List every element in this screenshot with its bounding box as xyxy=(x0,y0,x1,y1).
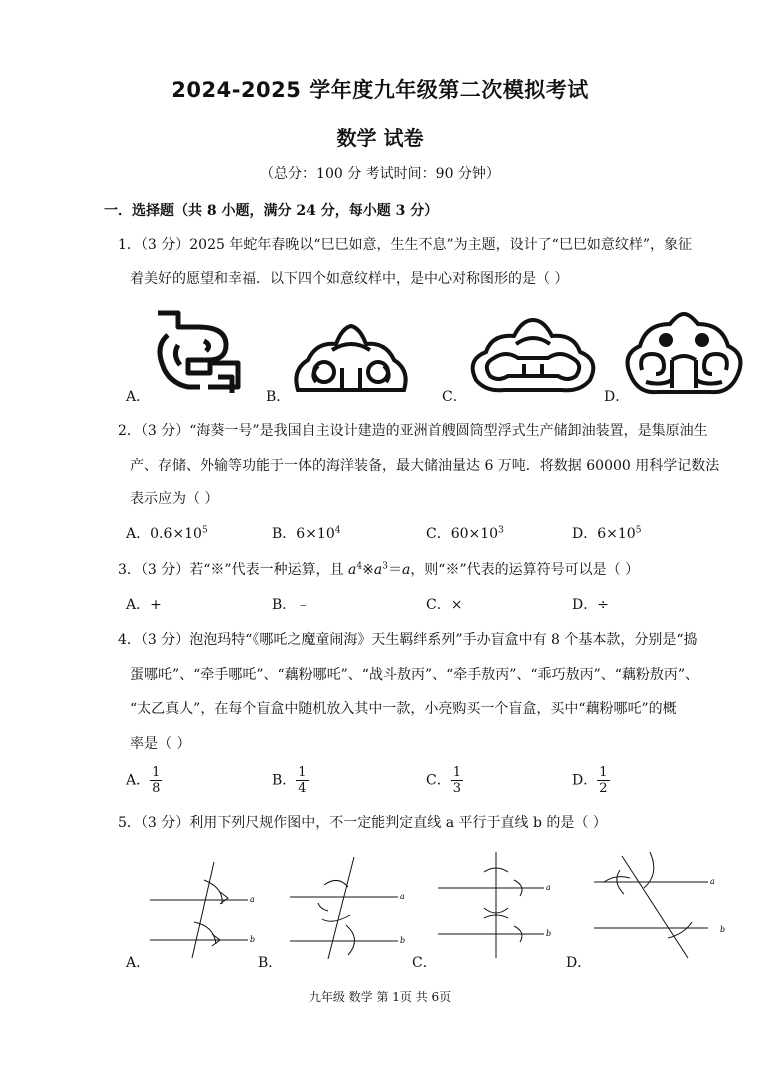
q3-line xyxy=(118,559,639,579)
option-label: B． xyxy=(272,597,297,613)
option-exponent: 4 xyxy=(334,525,341,536)
option-label: C． xyxy=(426,597,451,613)
line-b-label: b xyxy=(720,925,726,934)
q2-line2: 产、存储、外输等功能于一体的海洋装备，最大储油量达 6 万吨．将数据 60000 用科学记数法 xyxy=(130,458,720,474)
q1-label-d: D． xyxy=(604,389,630,405)
denominator: 4 xyxy=(298,781,307,796)
q4-option-d[interactable] xyxy=(572,765,610,796)
q2-option-c[interactable] xyxy=(426,523,504,543)
option-label: D． xyxy=(572,597,598,613)
line-a-label: a xyxy=(250,895,255,904)
q1-label-a: A． xyxy=(126,389,151,405)
q3-var: a xyxy=(401,562,411,578)
numerator: 1 xyxy=(152,765,161,780)
q1-line1: 1．（3 分）2025 年蛇年春晚以“巳巳如意，生生不息”为主题，设计了“巳巳如意纹样”，象征 xyxy=(118,237,692,253)
line-a-label: a xyxy=(546,883,551,892)
option-label: C． xyxy=(426,772,451,789)
construction-diagram-a xyxy=(148,852,260,958)
q5-label-d: D． xyxy=(566,955,592,971)
option-value: 0.6×10 xyxy=(150,526,202,542)
option-label: B． xyxy=(272,526,297,542)
line-b-label: b xyxy=(250,935,256,944)
numerator: 1 xyxy=(298,765,307,780)
ruyi-pattern-d-image xyxy=(622,310,746,402)
q3-option-b[interactable] xyxy=(272,594,310,614)
q3-option-c[interactable] xyxy=(426,594,462,614)
option-value: 6×10 xyxy=(597,526,636,542)
denominator: 2 xyxy=(599,781,608,796)
q2-line1: 2．（3 分）“海葵一号”是我国自主设计建造的亚洲首艘圆筒型浮式生产储卸油装置，是集原油生 xyxy=(118,423,708,439)
q2-line3: 表示应为（ ） xyxy=(130,491,219,507)
option-exponent: 3 xyxy=(498,525,504,536)
exam-info: （总分：100 分 考试时间：90 分钟） xyxy=(260,166,500,182)
q3-text-post: ，则“※”代表的运算符号可以是（ ） xyxy=(410,562,640,578)
page-footer: 九年级 数学 第 1页 共 6页 xyxy=(308,990,452,1004)
q4-line1: 4．（3 分）泡泡玛特“《哪吒之魔童闹海》天生羁绊系列”手办盲盒中有 8 个基本款，分别是“捣 xyxy=(118,632,698,648)
ruyi-pattern-b-image xyxy=(290,320,412,398)
q5-label-a: A． xyxy=(126,955,151,971)
q3-exp: 4 xyxy=(356,561,363,572)
q5-label-b: B． xyxy=(258,955,283,971)
option-value: + xyxy=(150,597,162,613)
option-label: D． xyxy=(572,526,598,542)
q2-option-d[interactable] xyxy=(572,523,641,543)
q3-equals: ＝ xyxy=(387,562,402,578)
q4-option-c[interactable] xyxy=(426,765,463,796)
q4-option-a[interactable] xyxy=(126,765,162,796)
q4-line2: 蛋哪吒”、“牵手哪吒”、“藕粉哪吒”、“战斗敖丙”、“牵手敖丙”、“乖巧敖丙”、“藕粉敖丙”、 xyxy=(130,667,700,683)
q2-option-b[interactable] xyxy=(272,523,340,543)
q3-var: a xyxy=(373,562,383,578)
q4-line3: “太乙真人”，在每个盲盒中随机放入其中一款，小亮购买一个盲盒，买中“藕粉哪吒”的概 xyxy=(130,701,677,717)
option-label: A． xyxy=(126,597,151,613)
q2-option-a[interactable] xyxy=(126,523,208,543)
option-label: C． xyxy=(426,526,451,542)
option-label: A． xyxy=(126,526,151,542)
denominator: 8 xyxy=(152,781,161,796)
option-exponent: 5 xyxy=(201,525,208,536)
line-b-label: b xyxy=(546,929,552,938)
numerator: 1 xyxy=(452,765,461,780)
q3-symbol: ※ xyxy=(362,562,374,578)
option-label: D． xyxy=(572,772,598,789)
numerator: 1 xyxy=(599,765,608,780)
q1-line2: 着美好的愿望和幸福．以下四个如意纹样中，是中心对称图形的是（ ） xyxy=(130,271,569,287)
fraction xyxy=(451,765,463,796)
q3-exp: 3 xyxy=(382,561,388,572)
q5-line: 5．（3 分）利用下列尺规作图中，不一定能判定直线 a 平行于直线 b 的是（ ） xyxy=(118,815,607,831)
construction-diagram-c xyxy=(436,850,560,958)
q3-var: a xyxy=(348,562,357,578)
q3-option-a[interactable] xyxy=(126,594,162,614)
option-label: A． xyxy=(126,772,151,789)
line-a-label: a xyxy=(400,892,405,901)
q4-line4: 率是（ ） xyxy=(130,736,191,752)
section-heading: 一．选择题（共 8 小题，满分 24 分，每小题 3 分） xyxy=(104,203,439,219)
option-value: × xyxy=(450,597,463,613)
construction-diagram-d xyxy=(592,848,732,960)
option-value: ÷ xyxy=(597,597,609,613)
denominator: 3 xyxy=(452,781,461,796)
fraction xyxy=(597,765,609,796)
q3-text-pre: 3．（3 分）若“※”代表一种运算，且 xyxy=(118,562,349,578)
fraction xyxy=(150,765,162,796)
q4-option-b[interactable] xyxy=(272,765,309,796)
option-exponent: 5 xyxy=(635,525,642,536)
q1-label-b: B． xyxy=(266,389,291,405)
q1-label-c: C． xyxy=(442,389,467,405)
option-value: 6×10 xyxy=(296,526,335,542)
ruyi-pattern-c-image xyxy=(466,316,600,398)
option-value: ﹣ xyxy=(296,597,311,613)
construction-diagram-b xyxy=(288,855,412,959)
option-value: 60×10 xyxy=(450,526,499,542)
line-a-label: a xyxy=(710,877,715,886)
exam-title: 2024-2025 学年度九年级第二次模拟考试 xyxy=(171,78,589,102)
option-label: B． xyxy=(272,772,297,789)
ruyi-pattern-a-image xyxy=(148,305,248,400)
q5-label-c: C． xyxy=(412,955,437,971)
line-b-label: b xyxy=(400,936,406,945)
fraction xyxy=(296,765,308,796)
exam-subtitle: 数学 试卷 xyxy=(336,126,424,150)
q3-option-d[interactable] xyxy=(572,594,609,614)
